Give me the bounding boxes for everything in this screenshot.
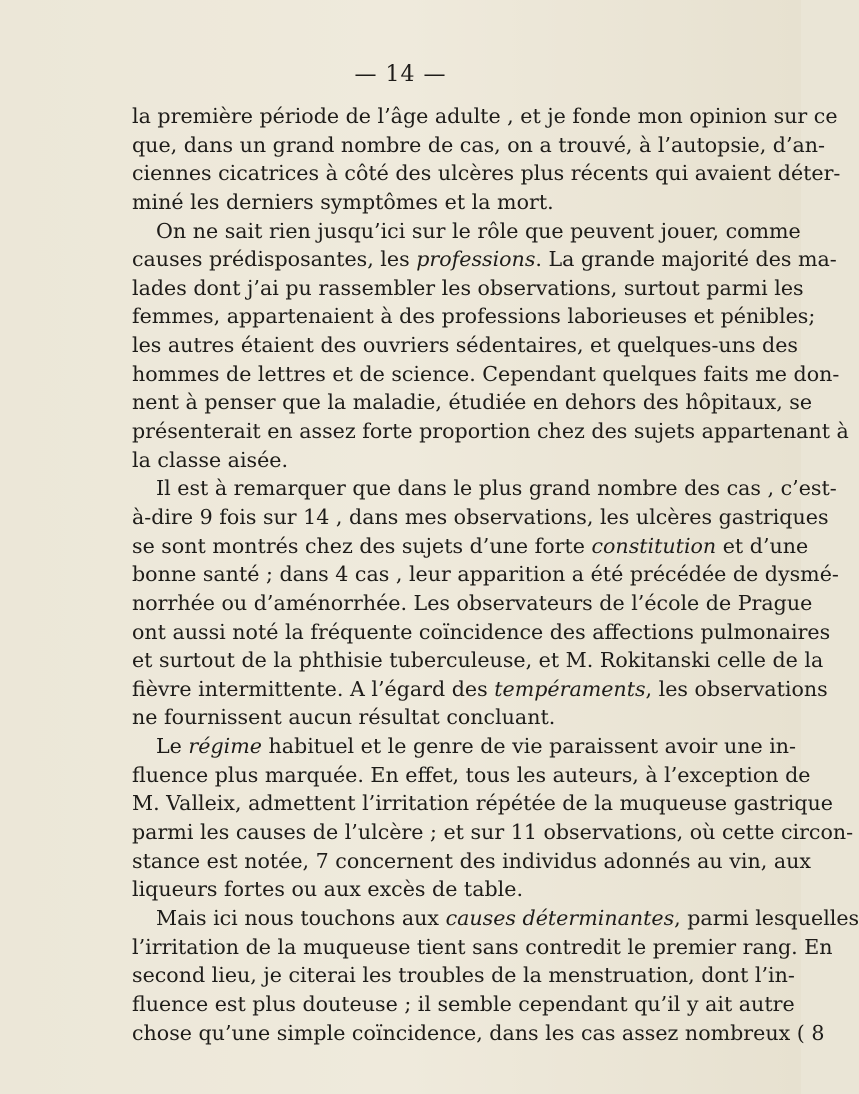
text-segment: la classe aisée. [132,447,289,472]
text-line [132,732,797,761]
text-segment: ont aussi noté la fréquente coïncidence des affections pulmonaires [132,619,831,644]
text-line [132,131,826,160]
text-line [132,503,829,532]
text-segment: Il est à remarquer que dans le plus grand nombre des cas , c’est- [156,476,837,501]
text-line [132,675,828,704]
text-segment: fièvre intermittente. A l’égard des [132,676,495,701]
page-number: — 14 — [354,62,447,87]
text-segment: lades dont j’ai pu rassembler les observations, surtout parmi les [132,275,804,300]
text-line [132,245,837,274]
text-segment: se sont montrés chez des sujets d’une forte [132,533,592,558]
text-line [132,847,811,876]
text-line [132,188,738,217]
body-text [132,102,859,1047]
text-segment: Le [156,734,189,759]
text-line [132,761,811,790]
text-segment: habituel et le genre de vie paraissent avoir une in- [261,734,797,759]
text-segment: la première période de l’âge adulte , et je fonde mon opinion sur ce [132,104,838,128]
italic-term: régime [188,734,262,759]
text-line [132,818,854,847]
text-line [132,532,809,561]
text-segment: et surtout de la phthisie tuberculeuse, et M. Rokitanski celle de la [132,648,824,673]
italic-term: causes déterminantes [445,905,675,930]
text-segment: stance est notée, 7 concernent des individus adonnés au vin, aux [132,848,811,873]
text-segment: causes prédisposantes, les [132,247,417,272]
text-segment: parmi les causes de l’ulcère ; et sur 11 observations, où cette circon- [132,820,854,845]
text-line [132,388,813,417]
text-segment: les autres étaient des ouvriers sédentaires, et quelques-uns des [132,333,798,358]
text-segment: fluence plus marquée. En effet, tous les auteurs, à l’exception de [132,762,811,787]
text-segment: bonne santé ; dans 4 cas , leur apparition a été précédée de dysmé- [132,562,839,587]
text-line [132,474,837,503]
text-segment: femmes, appartenaient à des professions laborieuses et pénibles; [132,304,816,329]
text-segment: second lieu, je citerai les troubles de la menstruation, dont l’in- [132,963,795,988]
text-line [132,1019,825,1048]
text-line [132,904,859,933]
text-segment: Mais ici nous touchons aux [156,905,446,930]
text-segment: fluence est plus douteuse ; il semble cependant qu’il y ait autre [132,991,795,1016]
text-line [132,961,795,990]
text-segment: à-dire 9 fois sur 14 , dans mes observations, les ulcères gastriques [132,504,829,529]
italic-term: tempéraments [494,676,646,701]
text-line [132,646,824,675]
text-line [132,274,804,303]
text-segment: , parmi lesquelles [674,905,859,930]
text-segment: que, dans un grand nombre de cas, on a trouvé, à l’autopsie, d’an- [132,132,826,157]
text-segment: M. Valleix, admettent l’irritation répétée de la muqueuse gastrique [132,791,833,816]
text-segment: liqueurs fortes ou aux excès de table. [132,877,523,902]
text-line [132,360,840,389]
text-line [132,159,841,188]
text-segment: ne fournissent aucun résultat concluant. [132,705,556,730]
text-line [132,217,801,246]
text-line [132,417,849,446]
text-segment: hommes de lettres et de science. Cependant quelques faits me don- [132,361,840,386]
text-segment: nent à penser que la maladie, étudiée en dehors des hôpitaux, se [132,390,813,415]
text-segment: ciennes cicatrices à côté des ulcères plus récents qui avaient déter- [132,161,841,186]
text-line [132,618,831,647]
text-line [132,875,738,904]
text-line [132,990,795,1019]
text-segment: On ne sait rien jusqu’ici sur le rôle que peuvent jouer, comme [156,218,801,243]
text-line [132,331,798,360]
text-segment: norrhée ou d’aménorrhée. Les observateurs de l’école de Prague [132,590,813,615]
text-segment: miné les derniers symptômes et la mort. [132,189,554,214]
text-line [132,302,816,331]
text-line [132,560,839,589]
text-segment: chose qu’une simple coïncidence, dans les cas assez nombreux ( 8 [132,1020,825,1045]
text-segment: présenterait en assez forte proportion chez des sujets appartenant à [132,419,849,444]
text-line [132,446,738,475]
text-segment: et d’une [716,533,809,558]
text-line [132,589,813,618]
text-segment: , les observations [645,676,828,701]
text-segment: l’irritation de la muqueuse tient sans contredit le premier rang. En [132,934,833,959]
text-line [132,933,833,962]
text-line [132,789,833,818]
italic-term: constitution [591,533,717,558]
text-line [132,703,738,732]
text-segment: . La grande majorité des ma- [535,247,837,272]
italic-term: professions [416,247,536,272]
text-line [132,102,838,131]
